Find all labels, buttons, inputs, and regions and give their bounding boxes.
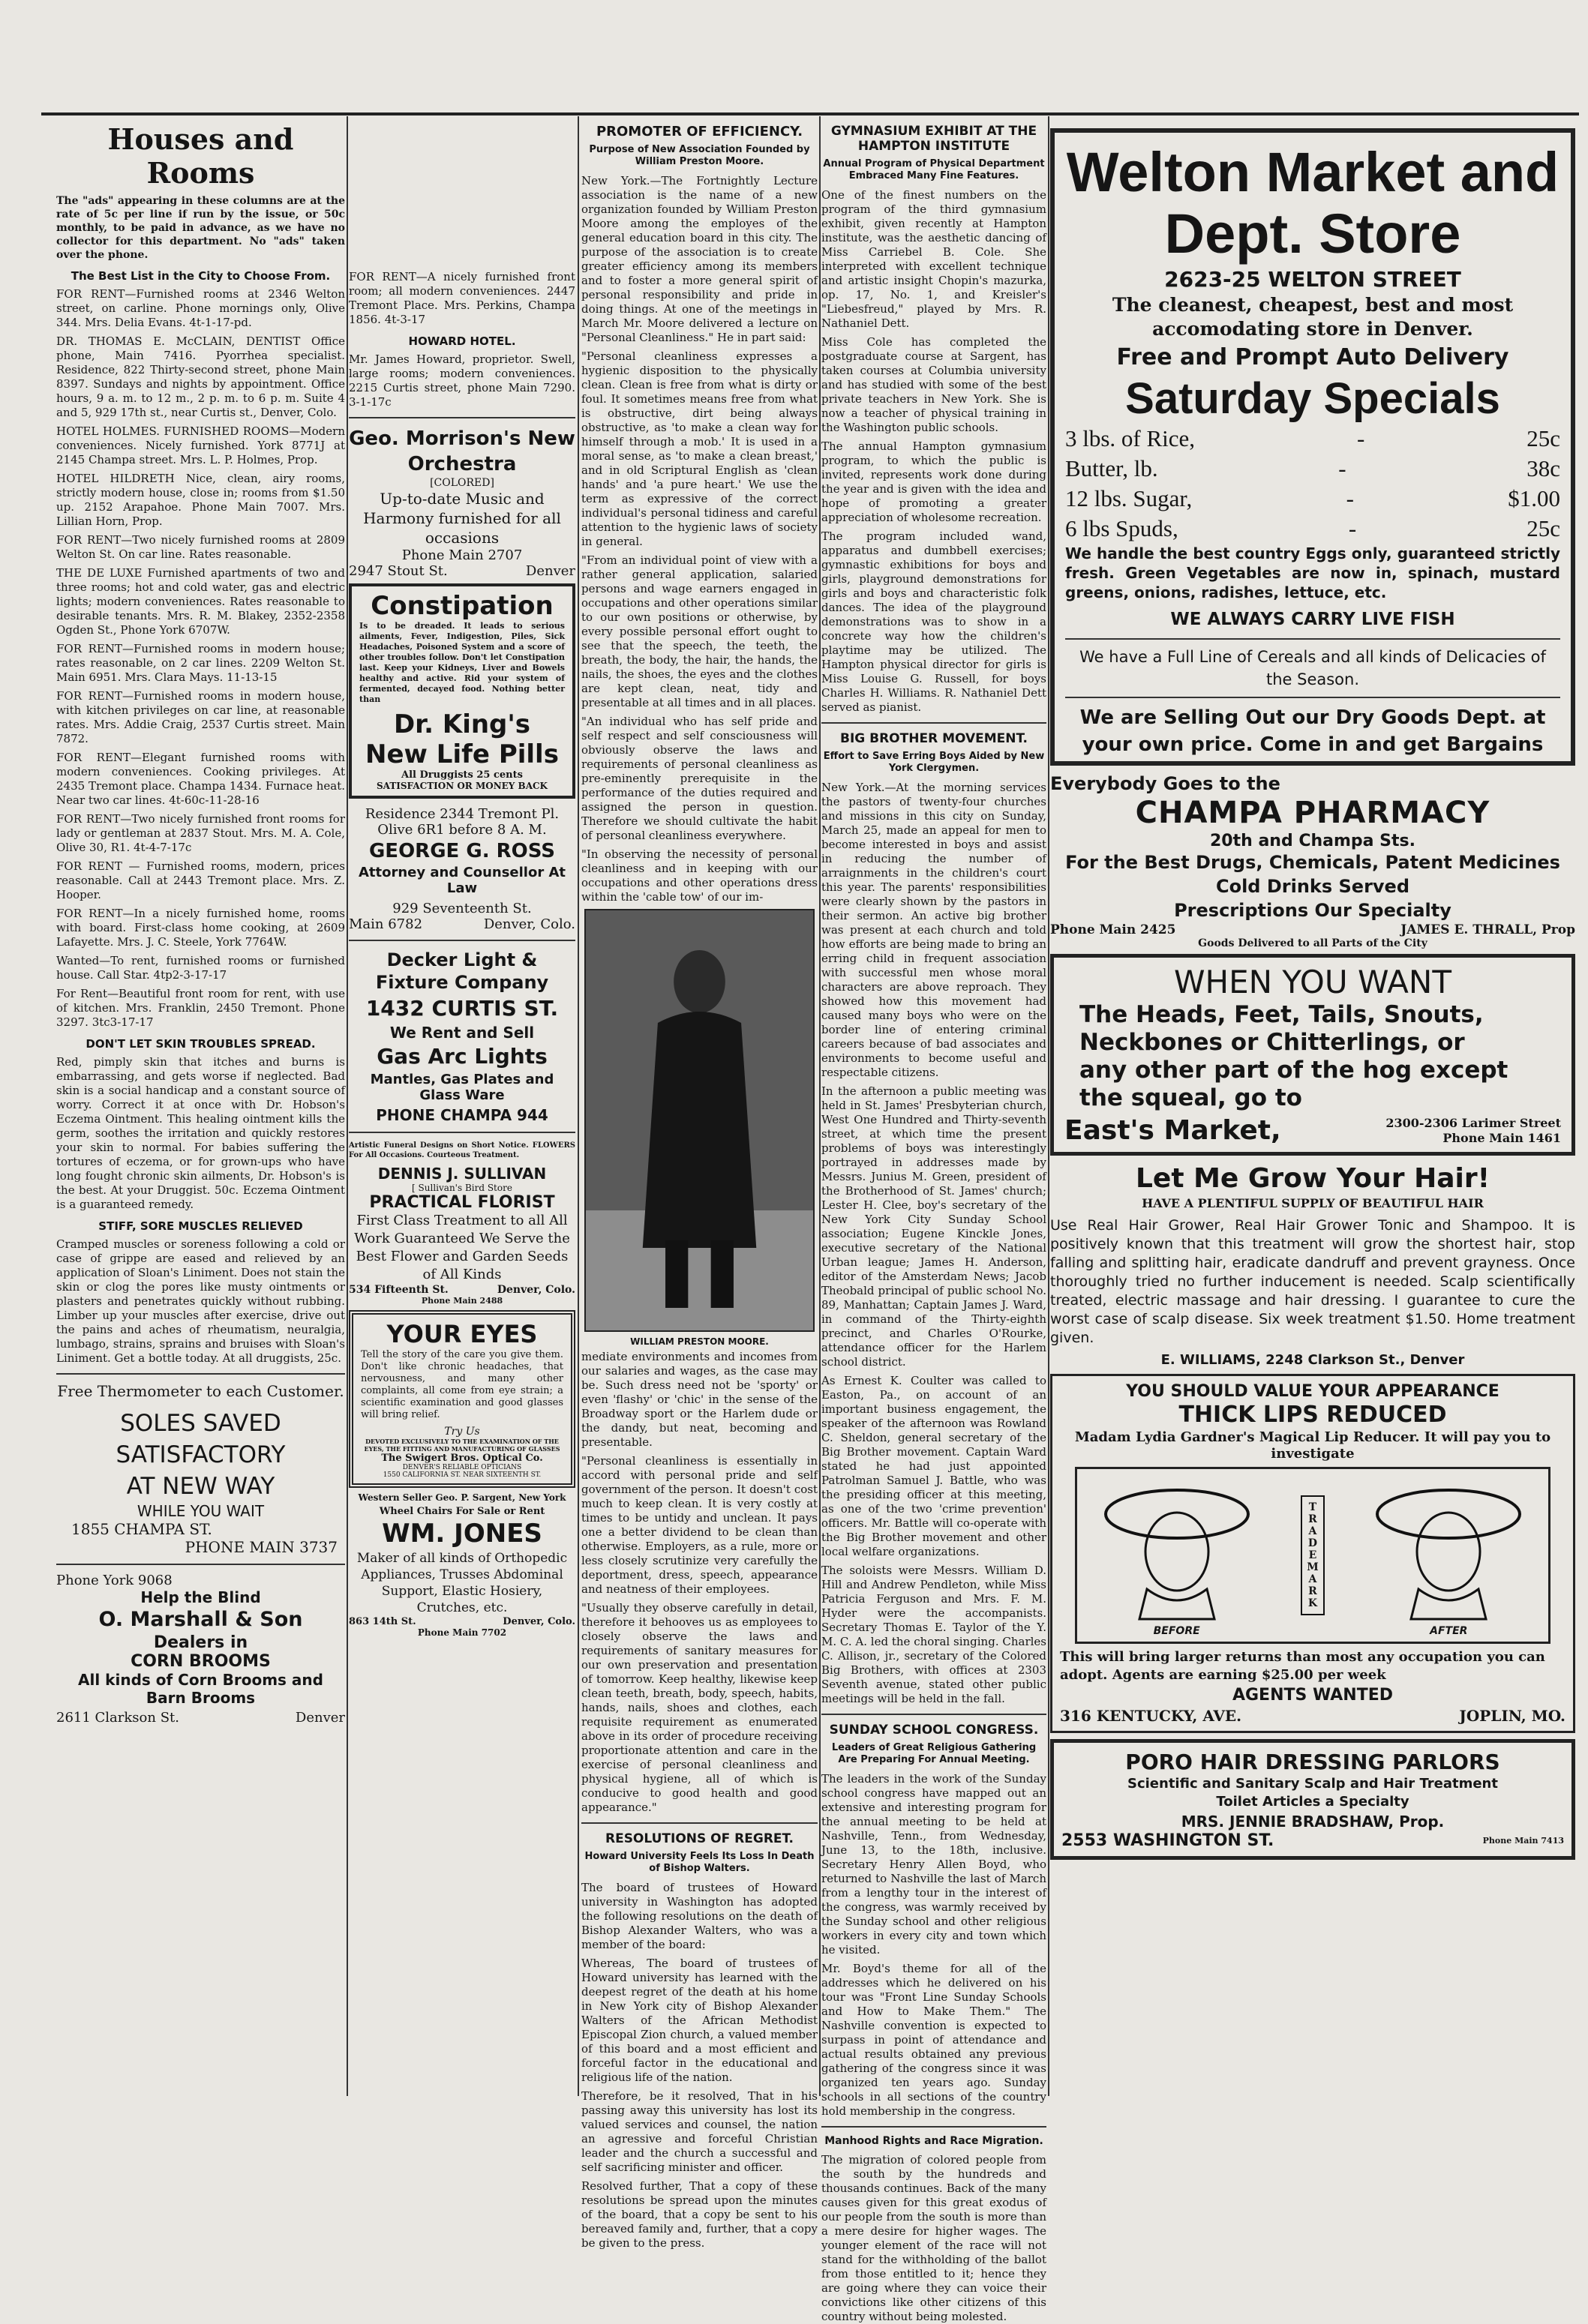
- classified-ad: FOR RENT—Elegant furnished rooms with modern conveniences. Cooking privileges. At 2435 Tremont place. Champa 1434. Furnace heat. Near two car lines. 4t-60c-11-28-16: [56, 751, 345, 807]
- east-line: any other part of the hog except: [1079, 1057, 1508, 1084]
- lip-footer: [1060, 1707, 1565, 1725]
- east-market-ad: [1050, 954, 1575, 1156]
- price-row: [1065, 454, 1560, 484]
- before-after-illustration: [1075, 1467, 1550, 1644]
- lip-agents: AGENTS WANTED: [1232, 1686, 1394, 1705]
- classified-ad: FOR RENT—Furnished rooms at 2346 Welton street, on carline. Phone mornings only, Olive 344. Mrs. Delia Evans. 4t-1-17-pd.: [56, 287, 345, 329]
- howard-title: HOWARD HOTEL.: [408, 334, 516, 348]
- price-value: 25c: [1526, 425, 1560, 451]
- divider: [821, 2126, 1046, 2128]
- hair-title: Let Me Grow Your Hair!: [1135, 1163, 1490, 1194]
- east-lines: [1064, 1001, 1561, 1112]
- poro-phone: Phone Main 7413: [1482, 1836, 1564, 1846]
- welton-fish: WE ALWAYS CARRY LIVE FISH: [1170, 610, 1455, 629]
- portrait-photo: [584, 909, 815, 1332]
- pharmacy-everybody: Everybody Goes to the: [1050, 773, 1280, 794]
- paragraph: "Personal cleanliness expresses a hygienic disposition to the physically clean. Clean is free from what is dirty or foul. It sometimes means free from what is obstructive, dirt being always obstructive, as 'to make a clean way for himself through a mob.' It is used in a moral sense, as 'to make a clean breast,' and in old Scriptural English as 'clean hands' and 'a pure heart.' We use the term as expressive of the correct individual's personal tidiness and careful attention to the hygienic laws of society in general.: [581, 349, 818, 548]
- hair-body: Use Real Hair Grower, Real Hair Grower Tonic and Shampoo. It is positively known that this treatment will grow the shortest hair, stop falling and splitting hair, eradicate dandruff and prevent grayness. Once thoroughly tried no further inducement is needed. Scalp scientifically treated, electric massage and hair dressing. I guarantee to cure the worst case of scalp disease. Six week treatment $1.50. Home treatment given.: [1050, 1217, 1575, 1346]
- lip-addr: 316 KENTUCKY, AVE.: [1060, 1707, 1242, 1725]
- ross-olive: Olive 6R1 before 8 A. M.: [377, 822, 547, 838]
- price-item: 12 lbs. Sugar,: [1065, 485, 1193, 511]
- divider: [349, 940, 575, 941]
- divider: [56, 1564, 345, 1565]
- classified-ad: For Rent—Beautiful front room for rent, with use of kitchen. Mrs. Franklin, 2450 Tremont. Phone 3297. 3tc3-17-17: [56, 987, 345, 1029]
- lip-madam: Madam Lydia Gardner's Magical Lip Reducer. It will pay you to investigate: [1074, 1429, 1551, 1462]
- welton-eggs: We handle the best country Eggs only, guaranteed strictly fresh. Green Vegetables are now in, spinach, mustard greens, onions, radishes, lettuce, etc.: [1065, 544, 1560, 601]
- muscle-body: Cramped muscles or soreness following a cold or case of grippe are eased and relieved by an application of Sloan's Liniment. Does not stain the skin or clog the pores like musty ointments or plasters and penetrates quickly without rubbing. Limber up your muscles after exercise, drive out the pains and aches of rheumatism, neuralgia, lumbago, strains, sprains and bruises with Sloan's Liniment. Get a bottle today. At all druggists, 25c.: [56, 1237, 345, 1365]
- ross-main: Main 6782: [349, 916, 423, 932]
- welton-cereals: We have a Full Line of Cereals and all kinds of Delicacies of the Season.: [1079, 648, 1546, 688]
- column-rule: [578, 116, 579, 2096]
- muscle-heading: STIFF, SORE MUSCLES RELIEVED: [98, 1219, 303, 1233]
- classified-ad: FOR RENT—Furnished rooms in modern house; rates reasonable, on 2 car lines. 2209 Welton St. Main 6951. Mrs. Clara Mays. 11-13-15: [56, 642, 345, 684]
- bb-title: BIG BROTHER MOVEMENT.: [839, 731, 1028, 746]
- pharmacy-rx: Prescriptions Our Specialty: [1174, 900, 1451, 921]
- broom-kinds: All kinds of Corn Brooms and Barn Brooms: [78, 1671, 323, 1707]
- east-footer: [1064, 1115, 1561, 1146]
- classified-ad: FOR RENT—Furnished rooms in modern house, with kitchen privileges on car line, at reasonable rates. Mrs. Addie Craig, 2537 Curtis street. Main 7872.: [56, 689, 345, 745]
- east-phone: Phone Main 1461: [1442, 1130, 1561, 1145]
- paragraph: "An individual who has self pride and self respect and self consciousness will obviously observe the laws and requirements of personal cleanliness as pre-eminently prerequisite in the performance of the duties required and assigned the person in question. Therefore we should cultivate the habit of personal cleanliness everywhere.: [581, 715, 818, 842]
- orchestra-colored: [COLORED]: [430, 477, 494, 489]
- eyes-ad: [349, 1310, 575, 1488]
- price-dash: -: [1338, 455, 1346, 481]
- mr-title: Manhood Rights and Race Migration.: [824, 2135, 1043, 2147]
- ross-city: Denver, Colo.: [483, 916, 575, 932]
- classified-list: [56, 287, 345, 1030]
- paragraph: The board of trustees of Howard university in Washington has adopted the following resolutions on the death of Bishop Alexander Walters, who was a member of the board:: [581, 1881, 818, 1951]
- decker-addr: 1432 CURTIS ST.: [365, 996, 559, 1021]
- ross-residence: Residence 2344 Tremont Pl.: [365, 806, 560, 822]
- before-label: BEFORE: [1153, 1625, 1200, 1637]
- florist-city: Denver, Colo.: [497, 1284, 575, 1296]
- paragraph: The leaders in the work of the Sunday school congress have mapped out an extensive and interesting program for the annual meeting to be held at Nashville, Tenn., from Wednesday, June 13, to the 18th, inclusive. Secretary Henry Allen Boyd, who returned to Nashville the last of March from a lengthy tour in the interest of the congress, was warmly received by the Sunday school and other religious workers in every city and town which he visited.: [821, 1772, 1046, 1957]
- pharmacy-footer: [1050, 922, 1575, 937]
- price-row: [1065, 484, 1560, 514]
- list-heading: The Best List in the City to Choose From.: [71, 269, 331, 283]
- price-value: 25c: [1526, 515, 1560, 541]
- broom-corn: CORN BROOMS: [131, 1652, 271, 1671]
- regret-sub: Howard University Feels Its Loss In Death of Bishop Walters.: [584, 1851, 815, 1874]
- paragraph: The annual Hampton gymnasium program, to which the public is invited, represents work done during the year and is given with the idea and hope of promoting a greater appreciation of wholesome recreation.: [821, 439, 1046, 524]
- decker-gas: Gas Arc Lights: [377, 1044, 548, 1069]
- price-row: [1065, 514, 1560, 544]
- east-line: Neckbones or Chitterlings, or: [1079, 1029, 1465, 1056]
- orchestra-addr: 2947 Stout St.: [349, 563, 448, 579]
- broom-phone: Phone York 9068: [56, 1573, 173, 1588]
- soles-wait: WHILE YOU WAIT: [137, 1502, 265, 1520]
- rates-notice: The "ads" appearing in these columns are at the rate of 5c per line if run by the issue, or 50c monthly, to be paid in advance, as we have no collector for this department. No "ads" taken over the phone.: [56, 195, 345, 261]
- east-contact: [1385, 1116, 1561, 1146]
- eyes-title: YOUR EYES: [386, 1320, 538, 1348]
- price-dash: -: [1348, 515, 1357, 541]
- florist-sub: [ Sullivan's Bird Store: [412, 1183, 512, 1193]
- trade-mark: TRADE MARK: [1301, 1495, 1325, 1615]
- price-item: 6 lbs Spuds,: [1065, 515, 1178, 541]
- broom-dealers: Dealers in: [153, 1633, 248, 1652]
- soles-line: SOLES SAVED: [120, 1410, 281, 1437]
- pharmacy-goods: Goods Delivered to all Parts of the City: [1198, 937, 1427, 949]
- broom-addr: 2611 Clarkson St.: [56, 1710, 179, 1726]
- jones-city: Denver, Colo.: [503, 1616, 575, 1627]
- paragraph: New York.—The Fortnightly Lecture association is the name of a new organization founded by William Preston Moore among the employes of the general education board in this city. The purpose of the association is to create greater efficiency among its members and to foster a more general spirit of personal responsibility and pride in doing things. At one of the meetings in March Mr. Moore delivered a lecture on "Personal Cleanliness." He in part said:: [581, 174, 818, 344]
- orchestra-city: Denver: [525, 563, 575, 579]
- lip-body: This will bring larger returns than most any occupation you can adopt. Agents are earning $25.00 per week: [1060, 1649, 1545, 1683]
- column-display-ads: [1050, 124, 1575, 2096]
- soles-line: AT NEW WAY: [126, 1473, 275, 1500]
- divider: [581, 1822, 818, 1824]
- divider: [56, 1373, 345, 1375]
- constipation-title: Constipation: [371, 591, 554, 621]
- lip-value: YOU SHOULD VALUE YOUR APPEARANCE: [1126, 1382, 1499, 1401]
- price-row: [1065, 424, 1560, 454]
- florist-addr: 534 Fifteenth St.: [349, 1284, 449, 1296]
- welton-specials: Saturday Specials: [1125, 374, 1500, 423]
- woman-hat-icon: [1373, 1477, 1523, 1619]
- divider: [821, 1714, 1046, 1715]
- price-dash: -: [1346, 485, 1354, 511]
- paragraph: "Usually they observe carefully in detail, therefore it behooves us as employees to closely observe the laws and requirements of sanitary measures for our own preservation and presentation of tomorrow. Keep healthy, likewise keep clean teeth, breath, body, speech, habits, hands, nails, shoes and clothes, each requisite requirement as enumerated above in its order of procedure receiving proportionate attention and care in the exercise of personal cleanliness and physical hygiene, all of which is conducive to good health and good appearance.": [581, 1601, 818, 1814]
- paragraph: The soloists were Messrs. William D. Hill and Andrew Pendleton, while Miss Patricia Ferguson and Mrs. F. M. Hyder were the accompanists. Secretary Thomas E. Taylor of the Y. M. C. A. led the choral singing. Charles C. Allison, jr., secretary of the Colored Big Brothers, with offices at 2303 Seventh avenue, stated other public meetings will be held in the fall.: [821, 1564, 1046, 1705]
- paragraph: Therefore, be it resolved, That in his passing away this university has lost its valued services and counsel, the nation an agressive and forceful Christian leader and the church a successful and self sacrificing minister and officer.: [581, 2089, 818, 2174]
- classified-ad: FOR RENT—In a nicely furnished home, rooms with board. First-class home cooking, at 2609 Lafayette. Mrs. J. C. Steele, York 7764W.: [56, 907, 345, 949]
- skin-body: Red, pimply skin that itches and burns is embarrassing, and gets worse if neglected. Bad skin is a social handicap and a constant source of worry. Correct it at once with Dr. Hobson's Eczema Ointment. This healing ointment kills the germ, soothes the irritation and quickly restores your skin to normal. For babies suffering the tortures of eczema, or for grown-ups who have long fought chronic skin ailments, Dr. Hobson's is the best. At your Druggist. 50c. Eczema Ointment is a guaranteed remedy.: [56, 1055, 345, 1211]
- broom-name: O. Marshall & Son: [98, 1608, 303, 1631]
- florist-body: First Class Treatment to all All Work Guaranteed We Serve the Best Flower and Garden Seeds of All Kinds: [354, 1213, 570, 1282]
- east-line: the squeal, go to: [1079, 1084, 1302, 1111]
- pharmacy-name: CHAMPA PHARMACY: [1135, 796, 1490, 830]
- jones-chairs: Wheel Chairs For Sale or Rent: [379, 1506, 545, 1517]
- soles-line: SATISFACTORY: [116, 1441, 286, 1468]
- paragraph: New York.—At the morning services the pastors of twenty-four churches and missions in this city on Sunday, March 25, made an appeal for men to become interested in boys and assist in reducing the number of arraignments in the children's court this year. The parents' responsibilities were clearly shown by the pastors in their sermon. An active big brother was present at each church and told how efforts are being made to bring an erring child in frequent association with successful men whose moral characters are above reproach. They showed how this movement had caused many boys who were on the border line of entering criminal careers because of bad associates and environments to become useful and respectable citizens.: [821, 781, 1046, 1079]
- broom-city: Denver: [295, 1710, 345, 1726]
- east-line: The Heads, Feet, Tails, Snouts,: [1079, 1001, 1484, 1028]
- paragraph: Whereas, The board of trustees of Howard university has learned with the deepest regret of the death at his home in New York city of Bishop Alexander Walters of the African Methodist Episcopal Zion church, a valued member of this board and a most efficient and forceful factor in the educational and religious life of the nation.: [581, 1957, 818, 2084]
- divider: [1065, 638, 1560, 640]
- paragraph: "In observing the necessity of personal cleanliness and in keeping with our occupations and other operations dress within the 'cable tow' of our im-: [581, 847, 818, 904]
- paragraph: The migration of colored people from the south by the hundreds and thousands continues. Back of the many causes given for this great exodus of our people from the south is more than a mere desire for higher wages. The younger element of the race will not stand for the withholding of the ballot from those entitled to it; hence they are going where they can voice their convictions like other citizens of this country without being molested.: [821, 2153, 1046, 2323]
- east-when: WHEN YOU WANT: [1174, 964, 1451, 1000]
- poro-toilet: Toilet Articles a Specialty: [1216, 1794, 1409, 1810]
- after-label: AFTER: [1430, 1625, 1468, 1637]
- divider: [1065, 697, 1560, 698]
- pharmacy-ad: [1050, 773, 1575, 949]
- ss-sub: Leaders of Great Religious Gathering Are Preparing For Annual Meeting.: [831, 1742, 1037, 1765]
- divider: [821, 722, 1046, 724]
- efficiency-sub: Purpose of New Association Founded by William Preston Moore.: [589, 144, 810, 167]
- after-portrait: [1373, 1477, 1523, 1637]
- jones-seller: Western Seller Geo. P. Sargent, New York: [358, 1492, 566, 1503]
- classified-ad: FOR RENT—Two nicely furnished front rooms for lady or gentleman at 2837 Stout. Mrs. M. A. Cole, Olive 30, R1. 4t-4-7-17c: [56, 812, 345, 854]
- thermometer-offer: Free Thermometer to each Customer.: [57, 1382, 344, 1400]
- lip-reducer-ad: [1050, 1374, 1575, 1733]
- woman-hat-icon: [1102, 1477, 1252, 1619]
- constipation-guarantee: SATISFACTION OR MONEY BACK: [377, 781, 548, 791]
- price-list: [1065, 424, 1560, 544]
- hair-signature: E. WILLIAMS, 2248 Clarkson St., Denver: [1160, 1352, 1465, 1368]
- classified-ad: FOR RENT — Furnished rooms, modern, prices reasonable. Call at 2443 Tremont place. Mrs. Z. Hooper.: [56, 859, 345, 901]
- paragraph: As Ernest K. Coulter was called to Easton, Pa., on account of an important business engagement, the speaker of the afternoon was Rowland C. Sheldon, general secretary of the Big Brother movement. Captain Ward stated he had just appointed Patrolman Samuel J. Battle, who was the presiding officer at this meeting, as one of the two 'crime prevention' officers. Mr. Battle will co-operate with the Big Brother movement and other local welfare organizations.: [821, 1374, 1046, 1558]
- constipation-ad: [349, 583, 575, 799]
- constipation-price: All Druggists 25 cents: [401, 769, 523, 781]
- paragraph: Resolved further, That a copy of these resolutions be spread upon the minutes of the board, that a copy be sent to his bereaved family and, further, that a copy be given to the press.: [581, 2179, 818, 2250]
- column-rule: [347, 116, 348, 2096]
- bb-sub: Effort to Save Erring Boys Aided by New York Clergymen.: [823, 751, 1045, 774]
- broom-help: Help the Blind: [140, 1588, 261, 1606]
- welton-tag: The cleanest, cheapest, best and most accomodating store in Denver.: [1112, 294, 1514, 340]
- before-portrait: [1102, 1477, 1252, 1637]
- price-item: 3 lbs. of Rice,: [1065, 425, 1196, 451]
- pharmacy-cold: Cold Drinks Served: [1215, 876, 1410, 897]
- poro-ad: [1050, 1739, 1575, 1860]
- florist-note: Artistic Funeral Designs on Short Notice. FLOWERS For All Occasions. Courteous Treatment.: [349, 1141, 575, 1159]
- price-dash: -: [1356, 425, 1365, 451]
- orchestra-body: Up-to-date Music and Harmony furnished for all occasions: [363, 490, 561, 547]
- soles-phone: PHONE MAIN 3737: [185, 1538, 338, 1556]
- skin-heading: DON'T LET SKIN TROUBLES SPREAD.: [86, 1037, 316, 1051]
- orchestra-title: Geo. Morrison's New Orchestra: [349, 427, 575, 475]
- poro-footer: [1061, 1831, 1564, 1850]
- jones-addr: 863 14th St.: [349, 1616, 416, 1627]
- column-rule: [1048, 116, 1049, 2096]
- orchestra-footer: [349, 563, 575, 579]
- decker-phone: PHONE CHAMPA 944: [376, 1106, 548, 1124]
- jones-body: Maker of all kinds of Orthopedic Appliances, Trusses Abdominal Support, Elastic Hosiery, Crutches, etc.: [356, 1551, 568, 1615]
- pharmacy-addr: 20th and Champa Sts.: [1209, 832, 1415, 850]
- poro-title: PORO HAIR DRESSING PARLORS: [1125, 1750, 1500, 1774]
- broom-footer: [56, 1710, 345, 1726]
- classified-ad: FOR RENT—A nicely furnished front room; all modern conveniences. 2447 Tremont Place. Mrs. Perkins, Champa 1856. 4t-3-17: [349, 270, 575, 326]
- gym-sub: Annual Program of Physical Department Embraced Many Fine Features.: [823, 158, 1045, 181]
- regret-title: RESOLUTIONS OF REGRET.: [605, 1831, 794, 1846]
- florist-practical: PRACTICAL FLORIST: [369, 1193, 555, 1212]
- gym-title: GYMNASIUM EXHIBIT AT THE HAMPTON INSTITUTE: [830, 124, 1037, 154]
- welton-selling: We are Selling Out our Dry Goods Dept. at your own price. Come in and get Bargains: [1079, 706, 1546, 756]
- howard-body: Mr. James Howard, proprietor. Swell, large rooms; modern conveniences. 2215 Curtis street, phone Main 7290. 3-1-17c: [349, 352, 575, 409]
- ross-addr: 929 Seventeenth St.: [392, 901, 532, 916]
- lip-city: JOPLIN, MO.: [1459, 1707, 1565, 1725]
- florist-name: DENNIS J. SULLIVAN: [377, 1165, 547, 1183]
- east-name: East's Market,: [1064, 1115, 1281, 1146]
- paragraph: mediate environments and incomes from our salaries and wages, as the case may be. Such dress need not be 'sporty' or even 'flashy' or 'chic' in the sense of the Broadway sport or the Harlem dude or the dandy, but neat, becoming and presentable.: [581, 1350, 818, 1449]
- column-ads-2: [349, 270, 575, 2096]
- paragraph: "From an individual point of view with a rather general application, salaried persons and wage earners engaged in occupations and other operations similar to our own positions or otherwise, by every possible personal effort ought to see that the speech, the teeth, the breath, the body, the hair, the hands, the nails, the shoes, the eyes and the clothes are kept clean, neat, tidy and presentable at all times and in all places.: [581, 553, 818, 709]
- paragraph: In the afternoon a public meeting was held in St. James' Presbyterian church, West One Hundred and Thirty-seventh street, at which time the present problems of boys was interestingly portrayed in addresses made by Messrs. Junius M. Green, president of the Brotherhood of St. James' church; Lester H. Clee, boy's secretary of the New York City Sunday School association; Eugene Kinckle Jones, executive secretary of the National Urban league; James H. Anderson, editor of the Amsterdam News; Jacob Theobald principal of public school No. 89, Manhattan; Captain James J. Ward, in command of the Thirty-eighth precinct, and Charles O'Rourke, attendance officer for the Harlem school district.: [821, 1084, 1046, 1369]
- florist-footer: [349, 1284, 575, 1296]
- top-rule: [41, 112, 1579, 115]
- constipation-brand: Dr. King's New Life Pills: [365, 709, 559, 769]
- paragraph: "Personal cleanliness is essentially in accord with personal pride and self government of the person. It doesn't cost much to keep clean. It is very costly at times to be untidy and unclean. It pays one a better dividend to be clean than otherwise. Employers, as a rule, more or less closely scrutinize very carefully the deportment, dress, speech, appearance and neatness of their employees.: [581, 1454, 818, 1596]
- eyes-reliable: DENVER'S RELIABLE OPTICIANS: [402, 1464, 522, 1471]
- decker-mantles: Mantles, Gas Plates and Glass Ware: [370, 1072, 554, 1103]
- efficiency-title: PROMOTER OF EFFICIENCY.: [596, 124, 803, 139]
- eyes-company: The Swigert Bros. Optical Co.: [381, 1453, 543, 1464]
- classified-ad: HOTEL HOLMES. FURNISHED ROOMS—Modern conveniences. Nicely furnished. York 8771J at 2145 Champa street. Mrs. L. P. Holmes, Prop.: [56, 424, 345, 466]
- east-addr: 2300-2306 Larimer Street: [1385, 1115, 1561, 1130]
- column-efficiency: [581, 116, 818, 2250]
- ross-footer: [349, 916, 575, 932]
- eyes-addr: 1550 CALIFORNIA ST. NEAR SIXTEENTH ST.: [383, 1471, 542, 1479]
- welton-addr: 2623-25 WELTON STREET: [1164, 267, 1461, 292]
- price-value: 38c: [1526, 455, 1560, 481]
- paragraph: One of the finest numbers on the program of the third gymnasium exhibit, given recently at Hampton institute, was the aesthetic dancing of Miss Carriebel B. Cole. She interpreted with excellent technique and artistic insight Chopin's mazurka, op. 17, No. 1, and Kreisler's "Liebesfreud," played by Mrs. R. Nathaniel Dett.: [821, 188, 1046, 330]
- column-houses-rooms: [56, 116, 345, 2096]
- price-value: $1.00: [1508, 485, 1560, 511]
- price-item: Butter, lb.: [1065, 455, 1158, 481]
- paragraph: Miss Cole has completed the postgraduate course at Sargent, has taken courses at Columbia university and has studied with some of the best private teachers in New York. She is now a teacher of physical training in the Washington public schools.: [821, 335, 1046, 434]
- section-title: Houses and Rooms: [107, 122, 294, 190]
- ss-title: SUNDAY SCHOOL CONGRESS.: [829, 1723, 1039, 1738]
- pharmacy-phone: Phone Main 2425: [1050, 922, 1176, 937]
- eyes-devoted: DEVOTED EXCLUSIVELY TO THE EXAMINATION OF THE EYES, THE FITTING AND MANUFACTURING OF GLASSES: [364, 1438, 560, 1453]
- classified-ad: THE DE LUXE Furnished apartments of two and three rooms; hot and cold water, gas and electric lights; modern conveniences. Rates reasonable to desirable tenants. Mrs. R. M. Blakey, 2352-2358 Ogden St., Phone York 6707W.: [56, 566, 345, 637]
- photo-caption: WILLIAM PRESTON MOORE.: [630, 1336, 769, 1347]
- ross-name: GEORGE G. ROSS: [368, 840, 556, 862]
- jones-name: WM. JONES: [382, 1519, 542, 1549]
- welton-delivery: Free and Prompt Auto Delivery: [1116, 344, 1509, 370]
- hair-sub: HAVE A PLENTIFUL SUPPLY OF BEAUTIFUL HAIR: [1142, 1196, 1484, 1210]
- jones-footer: [349, 1616, 575, 1627]
- soles-addr: 1855 CHAMPA ST.: [71, 1520, 212, 1538]
- florist-phone: Phone Main 2488: [421, 1296, 503, 1306]
- portrait-figure-icon: [586, 910, 813, 1330]
- poro-addr: 2553 WASHINGTON ST.: [1061, 1831, 1274, 1850]
- classified-ad: Wanted—To rent, furnished rooms or furnished house. Call Star. 4tp2-3-17-17: [56, 954, 345, 982]
- welton-title: Welton Market and Dept. Store: [1066, 141, 1559, 265]
- divider: [349, 1132, 575, 1133]
- eyes-body: Tell the story of the care you give them. Don't like chronic headaches, that nervousness, and many other complaints, all come from eye strain; a scientific examination and good glasses will bring relief.: [361, 1349, 563, 1420]
- hair-grower-ad: [1050, 1162, 1575, 1368]
- paragraph: The program included wand, apparatus and dumbbell exercises; gymnastic exhibitions for boys and girls, playground demonstrations for girls and boys and characteristic folk dances. The idea of the playground demonstrations was to show in a concrete way how the children's playtime may be utilized. The Hampton physical director for girls is Miss Louise G. Russell, for boys Charles H. Williams. R. Nathaniel Dett served as pianist.: [821, 529, 1046, 714]
- paragraph: Mr. Boyd's theme for all of the addresses which he delivered on his tour was "Front Line Sunday Schools and How to Make Them." The Nashville convention is expected to surpass in point of attendance and actual results obtained any previous gathering of the congress since it was organized ten years ago. Sunday schools in all sections of the country hold membership in the congress.: [821, 1962, 1046, 2118]
- ross-title: Attorney and Counsellor At Law: [358, 865, 566, 896]
- poro-prop: MRS. JENNIE BRADSHAW, Prop.: [1181, 1813, 1445, 1831]
- classified-ad: FOR RENT—Two nicely furnished rooms at 2809 Welton St. On car line. Rates reasonable.: [56, 533, 345, 561]
- eyes-try: Try Us: [444, 1426, 480, 1438]
- classified-ad: DR. THOMAS E. McCLAIN, DENTIST Office phone, Main 7416. Pyorrhea specialist. Residence, 822 Thirty-second street, phone Main 8397. Sundays and nights by appointment. Office hours, 9 a. m. to 12 m., 2 p. m. to 6 p. m. Suite 4 and 5, 929 17th st., near Curtis st., Denver, Colo.: [56, 334, 345, 419]
- column-rule: [819, 116, 821, 2096]
- divider: [349, 417, 575, 418]
- orchestra-phone: Phone Main 2707: [401, 547, 523, 563]
- poro-sci: Scientific and Sanitary Scalp and Hair Treatment: [1127, 1776, 1498, 1792]
- constipation-body: Is to be dreaded. It leads to serious ailments, Fever, Indigestion, Piles, Sick Headaches, Poisoned System and a score of other troubles follow. Don't let Constipation last. Keep your Kidneys, Liver and Bowels healthy and active. Rid your system of fermented, decayed food. Nothing better than: [359, 621, 565, 704]
- decker-title: Decker Light & Fixture Company: [375, 949, 549, 993]
- decker-rent: We Rent and Sell: [389, 1024, 535, 1042]
- column-news: [821, 116, 1046, 2323]
- welton-ad: [1050, 128, 1575, 766]
- classified-ad: HOTEL HILDRETH Nice, clean, airy rooms, strictly modern house, close in; rooms from $1.50 up. 2152 Arapahoe. Phone Main 7007. Mrs. Lillian Horn, Prop.: [56, 472, 345, 528]
- pharmacy-prop: JAMES E. THRALL, Prop: [1400, 922, 1575, 937]
- soles-ad: [56, 1408, 345, 1502]
- lip-thick: THICK LIPS REDUCED: [1178, 1402, 1447, 1428]
- jones-phone: Phone Main 7702: [417, 1627, 507, 1638]
- pharmacy-best: For the Best Drugs, Chemicals, Patent Medicines: [1065, 852, 1560, 873]
